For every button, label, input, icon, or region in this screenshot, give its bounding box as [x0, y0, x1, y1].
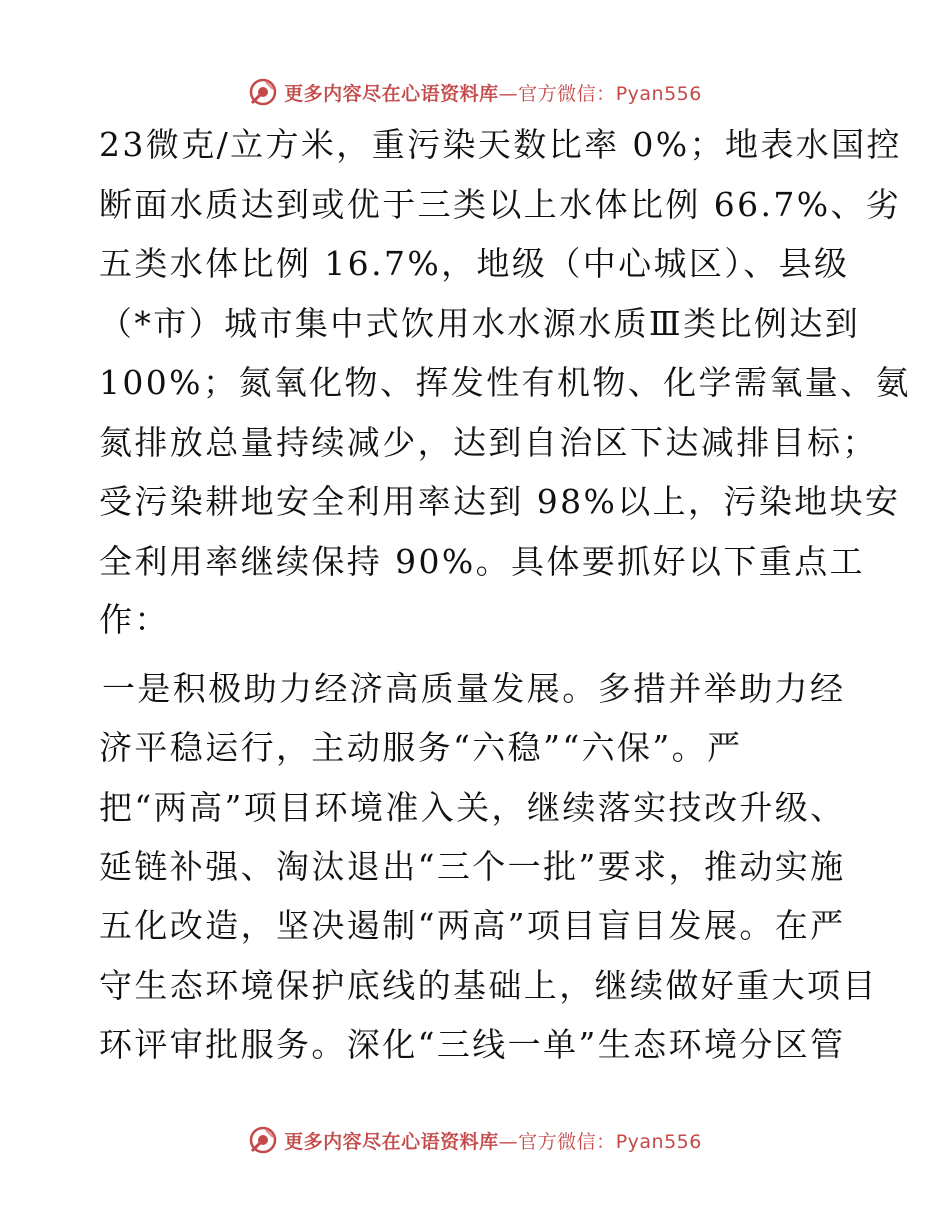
text-line: 守生态环境保护底线的基础上，继续做好重大项目 [99, 966, 878, 1005]
text-line: 延链补强、淘汰退出“三个一批”要求，推动实施 [99, 847, 846, 886]
watermark-label: 官方微信： [518, 1130, 616, 1153]
footer-watermark [0, 1118, 950, 1162]
text-line: 受污染耕地安全利用率达到 98%以上，污染地块安 [99, 482, 901, 521]
watermark-wechat-id: Pyan556 [615, 82, 702, 105]
text-line: 全利用率继续保持 90%。具体要抓好以下重点工 [99, 542, 866, 581]
text-line: 把“两高”项目环境准入关，继续落实技改升级、 [99, 788, 846, 827]
watermark-brand: 更多内容尽在心语资料库 [284, 82, 499, 105]
watermark-label: 官方微信： [518, 82, 616, 105]
text-line: （*市）城市集中式饮用水水源水质Ⅲ类比例达到 [99, 304, 861, 343]
text-line: 五化改造，坚决遏制“两高”项目盲目发展。在严 [99, 906, 846, 945]
text-line: 氮排放总量持续减少，达到自治区下达减排目标； [99, 423, 878, 462]
text-line: 100%；氮氧化物、挥发性有机物、化学需氧量、氨 [99, 363, 911, 402]
logo-icon [248, 1125, 278, 1155]
text-line: 环评审批服务。深化“三线一单”生态环境分区管 [99, 1025, 846, 1064]
watermark-dash: — [498, 82, 519, 105]
text-line: 五类水体比例 16.7%，地级（中心城区）、县级 [99, 244, 850, 283]
text-line: 23微克/立方米，重污染天数比率 0%；地表水国控 [99, 125, 902, 164]
watermark-wechat-id: Pyan556 [615, 1130, 702, 1153]
text-line: 作： [99, 600, 170, 639]
text-line: 济平稳运行，主动服务“六稳”“六保”。严 [99, 728, 743, 767]
text-line: 一是积极助力经济高质量发展。多措并举助力经 [102, 669, 846, 708]
text-line: 断面水质达到或优于三类以上水体比例 66.7%、劣 [99, 185, 902, 224]
watermark-dash: — [498, 1130, 519, 1153]
watermark-text [284, 1127, 702, 1154]
watermark-brand: 更多内容尽在心语资料库 [284, 1130, 499, 1153]
